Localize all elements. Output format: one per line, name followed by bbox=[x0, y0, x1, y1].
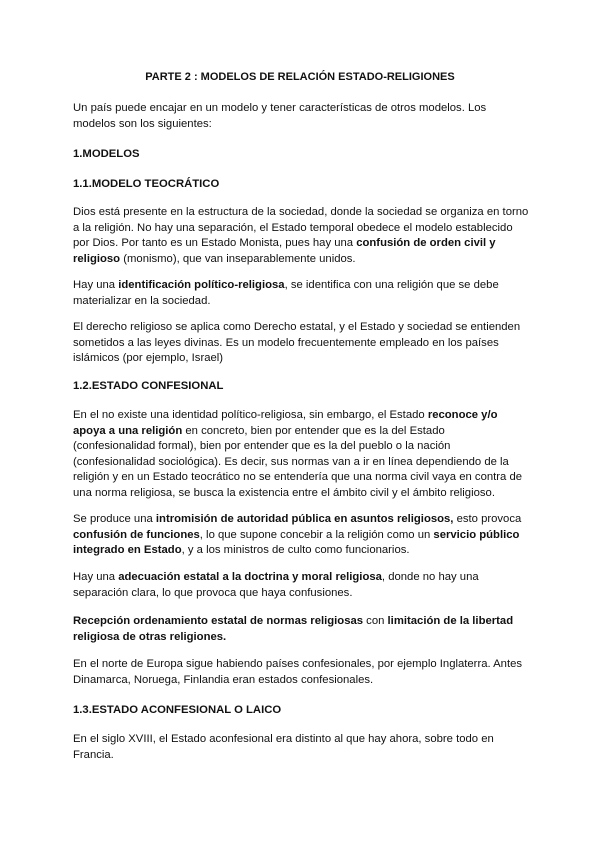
bold-text: confusión de orden civil y religioso bbox=[73, 237, 496, 265]
bold-text: identificación político-religiosa bbox=[118, 279, 285, 291]
heading-secular-state: 1.3.ESTADO ACONFESIONAL O LAICO bbox=[73, 704, 282, 716]
theocratic-paragraph-2 bbox=[73, 278, 529, 309]
confessional-paragraph-1 bbox=[73, 408, 529, 501]
page-title: PARTE 2 : MODELOS DE RELACIÓN ESTADO-RELIGIONES bbox=[145, 71, 455, 83]
heading-models: 1.MODELOS bbox=[73, 148, 140, 160]
text-span: , se identifica con una religión que se debe materializar en la sociedad. bbox=[73, 279, 499, 307]
bold-text: reconoce y/o apoya a una religión bbox=[73, 409, 498, 437]
text-span: con bbox=[363, 615, 388, 627]
intro-paragraph: Un país puede encajar en un modelo y tener características de otros modelos. Los modelos son los siguientes: bbox=[73, 102, 487, 130]
text-span: , y a los ministros de culto como funcionarios. bbox=[181, 544, 410, 556]
theocratic-paragraph-3: El derecho religioso se aplica como Derecho estatal, y el Estado y sociedad se entienden sometidos a las leyes divinas. Es un modelo frecuentemente empleado en los países islámicos (por ejemplo, Israel) bbox=[73, 321, 521, 364]
text-span: en concreto, bien por entender que es la del Estado (confesionalidad formal), bien por entender que es la del pueblo o la nación (confesionalidad sociológica). Es decir, sus normas van a ir en línea dependiendo de la religión y en un Estado teocrático no se entendería que una norma civil vaya en contra de una norma religiosa, se busca la existencia entre el ámbito civil y el ámbito religioso. bbox=[73, 424, 523, 499]
heading-confessional-state: 1.2.ESTADO CONFESIONAL bbox=[73, 380, 224, 392]
theocratic-paragraph-1 bbox=[73, 205, 529, 267]
text-span: Dios está presente en la estructura de la sociedad, donde la sociedad se organiza en torno a la religión. No hay una separación, el Estado temporal obedece el modelo establecido por Dios. Por tanto es un Estado Monista, pues hay una bbox=[73, 206, 529, 249]
text-span: , lo que supone concebir a la religión como un bbox=[199, 528, 434, 541]
text-span: , donde no hay una separación clara, lo que provoca que haya confusiones. bbox=[73, 571, 479, 599]
text-span: (monismo), que van inseparablemente unidos. bbox=[120, 252, 356, 265]
bold-text: Recepción ordenamiento estatal de normas religiosas bbox=[73, 615, 364, 627]
heading-theocratic-model: 1.1.MODELO TEOCRÁTICO bbox=[73, 178, 220, 190]
bold-text: intromisión de autoridad pública en asuntos religiosos, bbox=[155, 513, 454, 525]
confessional-paragraph-3 bbox=[73, 570, 529, 601]
text-span: Hay una bbox=[73, 279, 119, 291]
text-span: Se produce una bbox=[73, 513, 156, 525]
text-span: Hay una bbox=[73, 571, 119, 583]
confessional-paragraph-4 bbox=[73, 614, 529, 645]
confessional-paragraph-2 bbox=[73, 512, 529, 559]
confessional-paragraph-5: En el norte de Europa sigue habiendo países confesionales, por ejemplo Inglaterra. Antes Dinamarca, Noruega, Finlandia eran estados confesionales. bbox=[73, 658, 523, 686]
text-span: En el no existe una identidad político-religiosa, sin embargo, el Estado bbox=[73, 409, 428, 421]
bold-text: servicio público integrado en Estado bbox=[73, 528, 520, 556]
bold-text: limitación de la libertad religiosa de otras religiones. bbox=[73, 615, 514, 643]
text-span: esto provoca bbox=[453, 513, 522, 525]
secular-paragraph-1: En el siglo XVIII, el Estado aconfesional era distinto al que hay ahora, sobre todo en Francia. bbox=[73, 733, 494, 761]
bold-text: adecuación estatal a la doctrina y moral religiosa bbox=[118, 571, 382, 583]
bold-text: confusión de funciones bbox=[73, 528, 200, 541]
